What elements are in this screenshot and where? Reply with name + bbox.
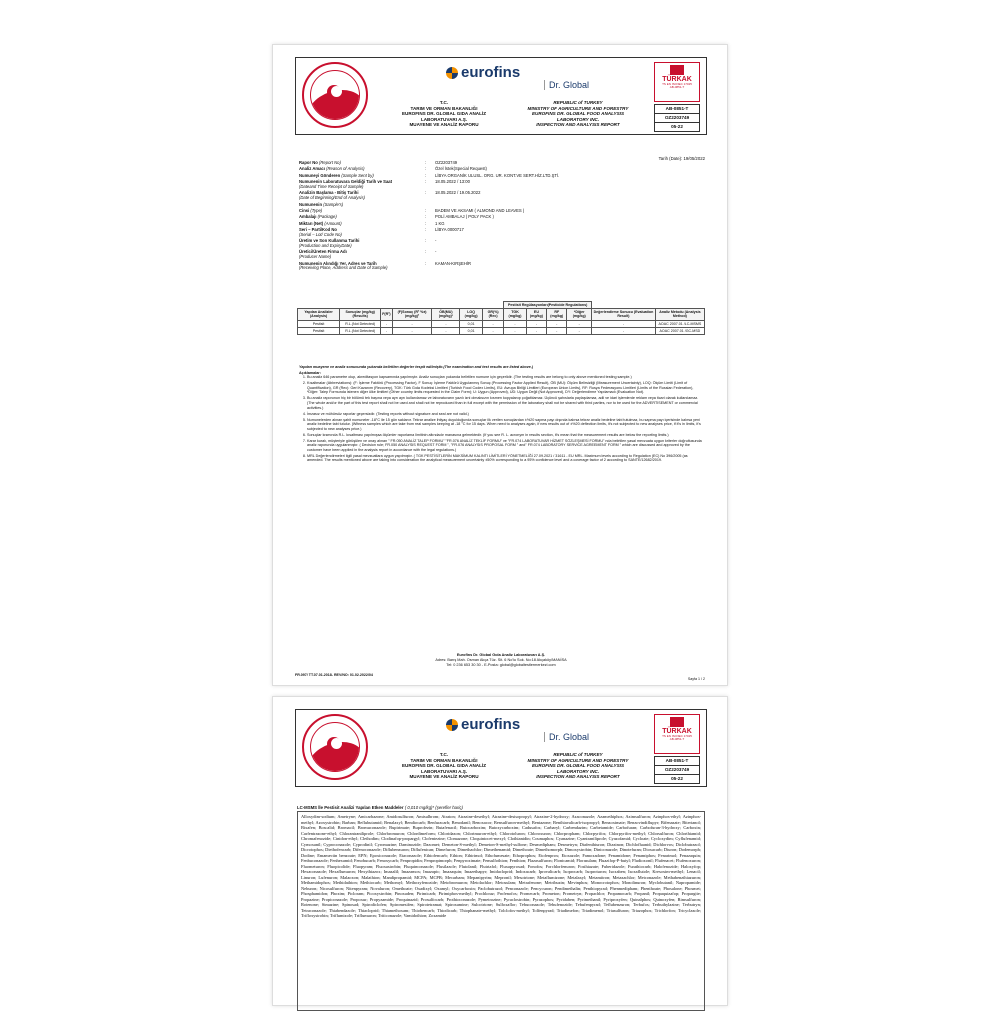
table-cell: -	[432, 327, 460, 334]
report-reference-box: AB-0851-T OZ2203749 05-22	[654, 104, 700, 132]
table-header-cell: RF (mg/kg)	[547, 309, 567, 320]
eurofins-logo-icon	[446, 67, 458, 79]
report-fields	[299, 161, 699, 273]
explanation-item: 2. Kısaltmalar (Abbreviations): (F: İşleme Faktörü (Processing Factor), F Sonuç: İşleme Faktörü Uygulanmış Sonuç (Processing Factor Applied Result), ÖB (MU): Ölçüm Belirsizliği (Measurement Uncertainty), LOQ: Ölçüm Limiti (Limit of Quantification), GR (Rec): Geri Kazanım (Recovery), TGK: Türk Gıda Kodeksi Limitleri (Turkish Food Codex Limits), EU: Avrupa Birliği Limitleri (European Union Limits), RF: Rusya Federasyonu Limitleri (Limits of the Russian Federation), *Diğer: Talep Formunda istenen diğer ülke limitleri (Other country limits requested in the Claim Form); U: Uygun (Approved), UD: Uygun Değil (Not Approved), DY: Değerlendirme Yapılamadı (Evaluation Not).	[307, 381, 703, 395]
field-value: BADEM VE AKSAMI ( ALMOND AND LEAVES )	[435, 207, 525, 213]
explanation-item: 6. Sonuçlar kısmında R.L. kısaltması yapılmışsa ölçümler raporlama limitinin altındadır manasına gelmektedir. (If you see R. L. acronym in results section, it's mean that the measurement results are below the reporting limits.)	[307, 433, 703, 438]
turkak-accreditation-logo: TÜRKAK TS EN ISO/IEC 17025 AB-0851-T	[654, 714, 700, 754]
table-cell: R.L.(Not Detected)	[340, 327, 381, 334]
field-row: Ambalajı (Package) : POLİ AMBALAJ ( POLY PACK )	[299, 215, 699, 220]
table-cell: -	[567, 320, 592, 327]
report-footer: Eurofins Dr. Global Gıda Analiz Laboratuvarı A.Ş. Adres: Barış Mah. Osman Akça Tüz. Sit. 6 No'lu Sok. No:18 Akçaköy/MANİSA Tel: 0 236 653 30 30 - E-Posta: global@globaltestlermerkezi.com	[435, 653, 567, 667]
header-english-title: REPUBLIC of TURKEY MINISTRY OF AGRICULTURE AND FORESTRY EUROFINS DR. GLOBAL FOOD ANALYSIS LABORATORY INC. INSPECTION AND ANALYSIS REPORT	[527, 752, 629, 780]
lcmsms-compound-list: Alloxydim-sodium; Ametryne; Amicarbazone; Amidosulfuron; Amisulbrom; Atraton; Atrazine-desethyl; Atrazine-desisopropyl; Atrazine-2-hydroxy; Azaconazole; Azamethiphos; Azimsulfuron; Azinphos-ethyl; Azinphos-methyl; Azoxystrobin; Barban; Beflubutamid; Benalaxyl; Bendiocarb; Benfuracarb; Benodanil; Benoxacor; Bensulfuron-methyl; Bentazone; Benthiavalicarb-isopropyl; Benzoximate; Benzovindiflupyr; Bifenazate; Bitertanol; Bixafen; Boscalid; Bromacil; Bromuconazole; Bupirimate; Buprofezin; Butafenacil; Butocarboxim; Butoxycarboxim; Cadusafos; Carbaryl; Carbendazim; Carbetamide; Carbofuran; Carbofuran-3-hydroxy; Carboxin; Carfentrazone-ethyl; Chlorantraniliprole; Chlorbromuron; Chlordimeform; Chloridazon; Chlorimuron-ethyl; Chlorotoluron; Chloroxuron; Chlorpropham; Chlorpyrifos; Chlorpyrifos-methyl; Chlorsulfuron; Chlorthiamid; Chromafenozide; Cinidon-ethyl; Clethodim; Clodinafop-propargyl; Clofentezine; Clomazone; Cloquintocet-mexyl; Clothianidin; Coumaphos; Cyanazine; Cyantraniliprole; Cyazofamid; Cycloate; Cycloxydim; Cyflufenamid; Cymoxanil; Cyproconazole; Cyprodinil; Cyromazine; Daminozide; Dazomet; Demeton-S-methyl; Demeton-S-methyl-sulfone; Desmedipham; Desmetryn; Diafenthiuron; Diazinon; Dichlofluanid; Dichlorvos; Diclobutrazol; Dicrotophos; Diethofencarb; Difenoconazole; Diflubenzuron; Diflufenican; Dimefuron; Dimethachlor; Dimethenamid; Dimethoate; Dimethomorph; Dimoxystrobin; Diniconazole; Dinotefuran; Dioxacarb; Diuron; Dodemorph; Dodine; Emamectin benzoate; EPN; Epoxiconazole; Etaconazole; Ethiofencarb; Ethion; Ethirimol; Ethofumesate; Ethoprophos; Etofenprox; Etoxazole; Famoxadone; Fenamidone; Fenamiphos; Fenarimol; Fenazaquin; Fenbuconazole; Fenhexamid; Fenobucarb; Fenoxycarb; Fenpropidin; Fenpropimorph; Fenpyroximate; Fensulfothion; Fenthion; Flazasulfuron; Flonicamid; Florasulam; Fluazifop-P-butyl; Fludioxonil; Flufenacet; Flufenoxuron; Fluometuron; Fluopicolide; Fluopyram; Fluoxastrobin; Fluquinconazole; Flusilazole; Flutolanil; Flutriafol; Fluxapyroxad; Fonofos; Forchlorfenuron; Fosthiazate; Fuberidazole; Furathiocarb; Halofenozide; Haloxyfop; Hexaconazole; Hexaflumuron; Hexythiazox; Imazalil; Imazamox; Imazapic; Imazaquin; Imazethapyr; Imidacloprid; Indoxacarb; Iprovalicarb; Isoprocarb; Isoproturon; Isoxaben; Isoxaflutole; Kresoxim-methyl; Lenacil; Linuron; Lufenuron; Malaoxon; Malathion; Mandipropamid; MCPA; MCPB; Mecarbam; Mepanipyrim; Mepronil; Mesotrione; Metaflumizone; Metalaxyl; Metamitron; Metazachlor; Metconazole; Methabenzthiazuron; Methamidophos; Methidathion; Methiocarb; Methomyl; Methoxyfenozide; Metobromuron; Metolachlor; Metosulam; Metrafenone; Metribuzin; Mevinphos; Monocrotophos; Monolinuron; Myclobutanil; Napropamide; Neburon; Nicosulfuron; Nitenpyram; Novaluron; Omethoate; Oxadixyl; Oxamyl; Oxycarboxin; Paclobutrazol; Penconazole; Pencycuron; Pendimethalin; Penthiopyrad; Phenmedipham; Phenthoate; Phosalone; Phosmet; Phosphamidon; Phoxim; Picloram; Picoxystrobin; Pinoxaden; Pirimicarb; Pirimiphos-methyl; Prochloraz; Profenofos; Promecarb; Prometon; Prometryn; Propachlor; Propamocarb; Propanil; Propaquizafop; Propargite; Propazine; Propiconazole; Propoxur; Propyzamide; Proquinazid; Prosulfocarb; Prothioconazole; Pymetrozine; Pyraclostrobin; Pyrazophos; Pyridaben; Pyrimethanil; Pyriproxyfen; Quinalphos; Quinoxyfen; Rimsulfuron; Rotenone; Simazine; Spinosad; Spirodiclofen; Spiromesifen; Spirotetramat; Spiroxamine; Sulcotrione; Sulfoxaflor; Tebuconazole; Tebufenozide; Tebufenpyrad; Teflubenzuron; Terbufos; Terbuthylazine; Terbutryn; Tetraconazole; Thiabendazole; Thiacloprid; Thiamethoxam; Thiobencarb; Thiodicarb; Thiophanate-methyl; Tolclofos-methyl; Tolfenpyrad; Triadimefon; Triadimenol; Triasulfuron; Triazophos; Trichlorfon; Tricyclazole; Trifloxystrobin; Triflumizole; Triflumuron; Triticonazole; Vamidothion; Zoxamide	[297, 811, 705, 1011]
eurofins-logo-icon	[446, 719, 458, 731]
table-cell: -	[482, 327, 503, 334]
explanation-item: 1. Bu analiz 646 parametre olup, akreditasyon kapsamında yapılmıştır. Analiz sonuçları yukarıda belirtilen numune için geçerlidir. (The testing results are belong to only above mentioned testing sample.)	[307, 375, 703, 380]
table-cell: -	[526, 327, 546, 334]
report-page-1	[272, 44, 728, 686]
eurofins-logo: eurofins	[446, 716, 520, 733]
turkak-accreditation-logo: TÜRKAK TS EN ISO/IEC 17025 AB-0851-T	[654, 62, 700, 102]
lcmsms-title: LC-MSMS İle Pestisit Analizi Yapılan Etken Maddeler ( 0,010 mg/kg)* (şerefler hariç)	[297, 805, 463, 810]
explanations	[299, 365, 703, 464]
field-label: Ambalajı (Package)	[299, 214, 337, 220]
table-cell: AOAC 2007.01 /LC-MSMS	[655, 320, 704, 327]
field-value: LİBYA ORGANİK ULUSL. ORG. UR. KONT.VE SERT.HİZ.LTD.ŞTİ.	[435, 172, 560, 178]
report-page-2	[272, 696, 728, 1006]
ministry-seal-icon	[302, 62, 368, 128]
turkish-flag-icon	[670, 717, 684, 727]
field-value: -	[435, 249, 437, 255]
brand-dr-global: Dr. Global	[544, 80, 589, 90]
field-value: 18.05.2022 / 13:00	[435, 179, 470, 185]
report-reference-box: AB-0851-T OZ2203749 05-22	[654, 756, 700, 784]
table-cell: -	[392, 320, 432, 327]
report-date: Tarih (Date): 19/05/2022	[658, 156, 705, 161]
report-header-page-2	[295, 709, 707, 787]
field-value: 18.05.2022 / 19.05.2022	[435, 190, 481, 196]
table-cell: -	[592, 327, 656, 334]
field-label: Rapor No (Report No)	[299, 160, 341, 165]
explanation-item: 3. Bu analiz raporunun hiç bir bölümü tek başına veya ayrı ayrı kullanılamaz ve laboratuvarın yazılı izni olmaksızın kısmen kopyalanıp çoğaltılamaz. Üçüncü şahıslarla paylaşılamaz, adli ve idari işlemlerde reklam veya ticari olarak kullanılamaz. (The whole and/or the part of this test report shall not be used and shall not be reproduced than in full except with the permission of the laboratory shall not be shared with third parties, nor to be used for the ADVERTISEMENT or commercial activities.)	[307, 396, 703, 410]
results-table	[297, 301, 705, 335]
table-cell: -	[432, 320, 460, 327]
header-english-title: REPUBLIC of TURKEY MINISTRY OF AGRICULTURE AND FORESTRY EUROFINS DR. GLOBAL FOOD ANALYSIS LABORATORY INC. INSPECTION AND ANALYSIS REPORT	[527, 100, 629, 128]
form-code: FR.097/ TT.07.01.2018- REV/NO: 01.02.2022/04	[295, 673, 373, 677]
table-cell: -	[547, 327, 567, 334]
brand-dr-global: Dr. Global	[544, 732, 589, 742]
table-header-cell: EU (mg/kg)	[526, 309, 546, 320]
table-cell: 0,01	[460, 320, 483, 327]
table-cell: -	[381, 320, 392, 327]
field-label: Numunenin (Sample's)	[299, 201, 344, 207]
field-row: Rapor No (Report No) : OZ2203749	[299, 161, 699, 166]
explanations-subtitle: Açıklamalar:	[299, 370, 321, 375]
field-value: Özel İstek(Special Request)	[435, 166, 487, 172]
field-value	[435, 203, 699, 208]
table-cell: -	[381, 327, 392, 334]
explanation-item: 5. Numunelerden alınan şahit numuneler -18°C ile 15 gün saklanır. Tekrar analize ihtiyaç duyulduğunda sonuçlar ilk verilen sonuçlardan ±%20 sapma payı dışında kalırsa tekrar analiz bedeline tabi tutulmaz, bu sapma payı içerisinde kalırsa yeni analiz bedeline tabi tutulur. (Witness samples which are take from real samples keeping at -18 °C for 15 days. When need to analyses again, if new results out of ±%20 deflection limits, it's not subjected to new analyses price, if it's in limits, it's subjected to new analyses price.)	[307, 418, 703, 432]
field-label: Miktarı (Net) (Amount)	[299, 220, 342, 226]
table-header-cell: Yapılan Analizler (Analysis)	[298, 309, 340, 320]
field-label: Analizin Başlama - Bitiş Tarihi (Date of Beginning/End of Analysis)	[299, 190, 365, 201]
explanation-item: 4. İmzasız ve mühürsüz raporlar geçersizdir. (Testing reports without signature and seal are not valid.)	[307, 412, 703, 417]
field-value: KAMAN-KIRŞEHİR	[435, 260, 472, 266]
header-turkish-title: T.C. TARIM VE ORMAN BAKANLIĞI EUROFINS DR. GLOBAL GIDA ANALİZ LABORATUVARI A.Ş. MUAYENE VE ANALİZ RAPORU	[401, 752, 487, 780]
field-row: Cinsi (Type) : BADEM VE AKSAMI ( ALMOND AND LEAVES )	[299, 209, 699, 214]
field-value: POLİ AMBALAJ ( POLY PACK )	[435, 214, 494, 220]
report-header	[295, 57, 707, 135]
field-label: Analiz Amacı (Reason of Analysis)	[299, 166, 365, 172]
field-label: Cinsi (Type)	[299, 207, 323, 213]
table-cell: -	[592, 320, 656, 327]
field-value: 1 KG	[435, 220, 445, 226]
ministry-seal-icon	[302, 714, 368, 780]
table-row	[298, 320, 705, 327]
pesticide-regulations-header: Pestisit Regülasyonları(Pesticide Regulations)	[504, 302, 592, 309]
field-label: Numuneyi Gönderen (Sample Sent by)	[299, 172, 374, 178]
table-cell: 0,01	[460, 327, 483, 334]
table-cell: -	[482, 320, 503, 327]
field-label: Numunenin Alındığı Yer, Adres ve Tarih (Receiving Place, Address and Date of Sample)	[299, 260, 388, 271]
table-header-cell: Sonuçlar (mg/kg) (Results)	[340, 309, 381, 320]
table-header-cell: Analiz Metodu (Analysis Method)	[655, 309, 704, 320]
table-cell: -	[547, 320, 567, 327]
field-row: Analiz Amacı (Reason of Analysis) : Özel İstek(Special Request)	[299, 167, 699, 172]
table-header-cell: *Diğer (mg/kg)	[567, 309, 592, 320]
explanation-item: 8. MRL Değerlendirmeleri ilgili yasal mevzuatlara uygun yapılmıştır. ( TGK PESTİSİTLERİN MAKSİMUM KALINTI LİMİTLERİ YÖNETMELİĞİ 27.09.2021 / 31611 - EU MRL. Maximum levels according to Regulation (EC) No 396/2005 (as amended. The results mentioned above are taking into consideration the analytical measurement uncertainty ±50% corresponding to a 95% confidence level and a coverage factor of 2 according to SANTE/12682/2019.	[307, 454, 703, 463]
field-label: Üretim ve Son Kullanma Tarihi (Production and ExpiryDate)	[299, 238, 360, 249]
table-header-cell: LOQ (mg/kg)	[460, 309, 483, 320]
field-label: Numunenin Laboratuvara Geldiği Tarih ve Saat (Dateand Time Receipt of Sample)	[299, 179, 392, 189]
field-label: Seri – Parti/Kod No (Serial – Lot/ Code No)	[299, 227, 342, 237]
field-row: Üretim ve Son Kullanma Tarihi (Production and ExpiryDate) : -	[299, 239, 699, 249]
table-row	[298, 327, 705, 334]
explanation-item: 7. Karar kuralı, müşteriyle görüşülen ve onay alınan " FR.050 ANALİZ TALEP FORMU" "FR.076 ANALİZ TEKLİF FORMU" ve "FR.074 LABORATUVAR HİZMET SÖZLEŞMESİ FORMU" nda belirtilen yasal mevzuata uygun kriterler doğrultusunda analiz raporunda uygulanmıştır. ( Decision rule; FR.050 ANALYSIS REQUEST FORM ", "FR.076 ANALYSIS PROPOSAL FORM " and" FR.074 LABORATORY SERVICE AGREEMENT FORM " which are discussed and approved by the customer have been applied in the analysis report in accordance with the legal regulations.)	[307, 439, 703, 453]
table-header-cell: ÖB(MU) (mg/kg)¹	[432, 309, 460, 320]
table-cell: -	[504, 320, 526, 327]
eurofins-logo: eurofins	[446, 64, 520, 81]
table-cell: Pestisit	[298, 320, 340, 327]
table-cell: -	[526, 320, 546, 327]
header-turkish-title: T.C. TARIM VE ORMAN BAKANLIĞI EUROFINS DR. GLOBAL GIDA ANALİZ LABORATUVARI A.Ş. MUAYENE VE ANALİZ RAPORU	[401, 100, 487, 128]
table-header-cell: (F)Sonuç (R² %±) (mg/kg)²	[392, 309, 432, 320]
table-header-cell: Değerlendirme Sonucu (Evaluation Result)	[592, 309, 656, 320]
field-value: LİBYA 0000717	[435, 227, 464, 233]
field-value: OZ2203749	[435, 160, 458, 165]
turkish-flag-icon	[670, 65, 684, 75]
field-value: -	[435, 238, 437, 244]
page-number: Sayfa 1 / 2	[687, 677, 705, 681]
table-cell: AOAC 2007.01 /GC-MSD	[655, 327, 704, 334]
field-label: Üretici/Üreten Firma Adı (Producer Name)	[299, 249, 347, 260]
field-row: Üretici/Üreten Firma Adı (Producer Name) : -	[299, 250, 699, 260]
field-row: Numuneyi Gönderen (Sample Sent by) : LİBYA ORGANİK ULUSL. ORG. UR. KONT.VE SERT.HİZ.LTD.ŞTİ.	[299, 174, 699, 179]
table-header-cell: GR(%) (Rec)	[482, 309, 503, 320]
explanations-title: Yapılan muayene ve analiz sonucunda yukarıda belirtilen değerler tespit edilmiştir.(The examination and test results are listed above.)	[299, 365, 534, 369]
table-header-cell: TGK (mg/kg)	[504, 309, 526, 320]
field-row: Numunenin Alındığı Yer, Adres ve Tarih (Receiving Place, Address and Date of Sample) : KAMAN-KIRŞEHİR	[299, 262, 699, 272]
table-header-cell: F(R²)	[381, 309, 392, 320]
table-cell: -	[392, 327, 432, 334]
table-cell: Pestisit	[298, 327, 340, 334]
field-row: Miktarı (Net) (Amount) : 1 KG	[299, 222, 699, 227]
table-cell: -	[567, 327, 592, 334]
field-row: Numunenin Laboratuvara Geldiği Tarih ve Saat (Dateand Time Receipt of Sample) : 18.05.2022 / 13:00	[299, 180, 699, 190]
field-row: Analizin Başlama - Bitiş Tarihi (Date of Beginning/End of Analysis) : 18.05.2022 / 19.05.2022	[299, 191, 699, 201]
field-row	[299, 203, 699, 208]
field-row: Seri – Parti/Kod No (Serial – Lot/ Code No) : LİBYA 0000717	[299, 228, 699, 238]
table-cell: -	[504, 327, 526, 334]
table-cell: R.L.(Not Detected)	[340, 320, 381, 327]
